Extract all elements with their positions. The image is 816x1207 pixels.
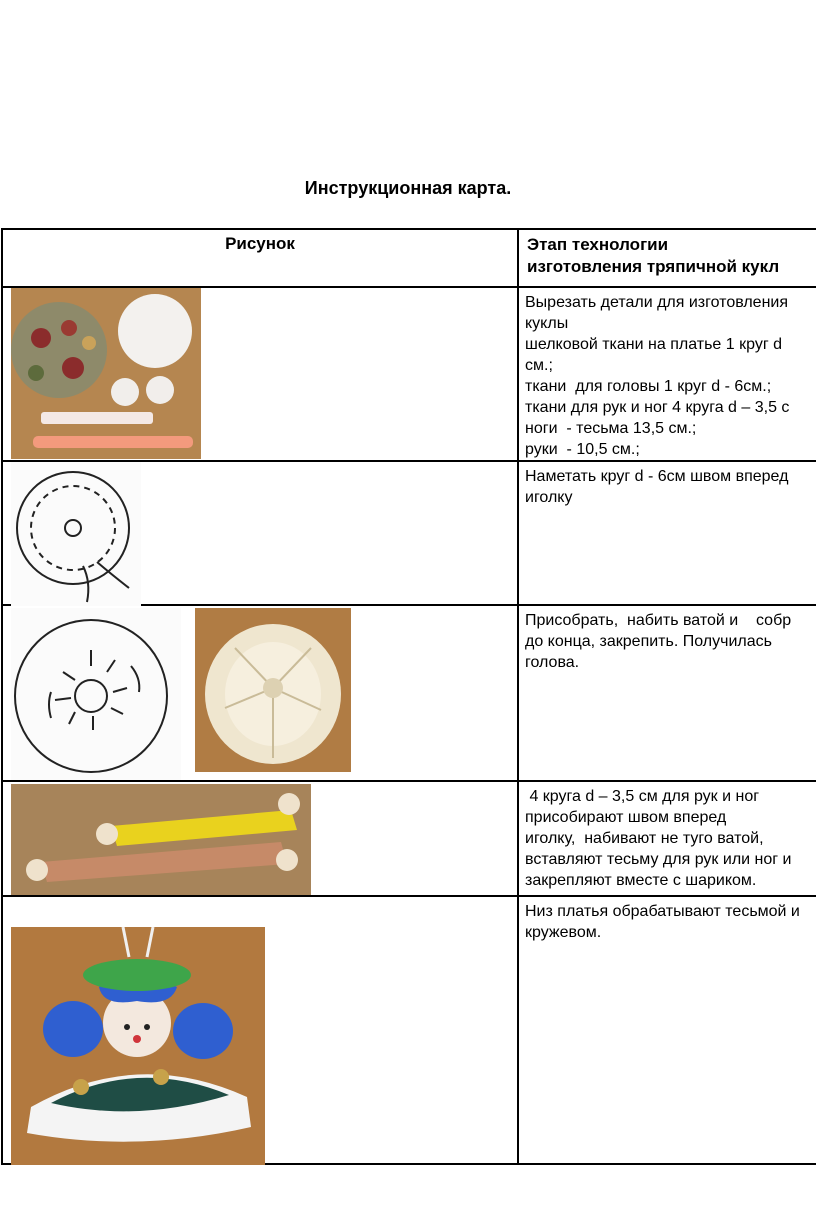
header-stage-line2: изготовления тряпичной кукл [527,257,780,276]
page-title: Инструкционная карта. [304,178,512,198]
table-row [2,461,816,605]
stage-text: Присобрать, набить ватой и собр до конца, закрепить. Получилась голова. [518,605,816,781]
table-row [2,605,816,781]
table-row [2,896,816,1164]
picture-cell [2,287,518,461]
instruction-table [1,228,816,1165]
stage-text: Наметать круг d - 6см швом вперед иголку [518,461,816,605]
table-row [2,781,816,896]
finished-doll-photo [11,927,265,1165]
picture-cell [2,461,518,605]
stage-text: Вырезать детали для изготовления куклы шелковой ткани на платье 1 круг d см.; ткани для головы 1 круг d - 6см.; ткани для рук и ног 4 круга d – 3,5 с ноги - тесьма 13,5 см.; руки - 10,5 см.; [518,287,816,461]
stuffed-head-photo [195,608,351,772]
gathering-diagram [11,608,181,780]
fabric-pieces-photo [11,288,201,459]
picture-cell [2,896,518,1164]
table-row [2,287,816,461]
basting-diagram [11,462,141,606]
header-row [2,229,816,287]
arms-legs-photo [11,784,311,895]
stage-text: Низ платья обрабатывают тесьмой и кружевом. [518,896,816,1164]
header-picture: Рисунок [2,229,518,287]
header-stage-line1: Этап технологии [527,235,669,254]
picture-cell [2,781,518,896]
header-stage [518,229,816,287]
stage-text: 4 круга d – 3,5 см для рук и ног присобирают швом вперед иголку, набивают не туго ватой, вставляют тесьму для рук или ног и закрепляют вместе с шариком. [518,781,816,896]
picture-cell [2,605,518,781]
